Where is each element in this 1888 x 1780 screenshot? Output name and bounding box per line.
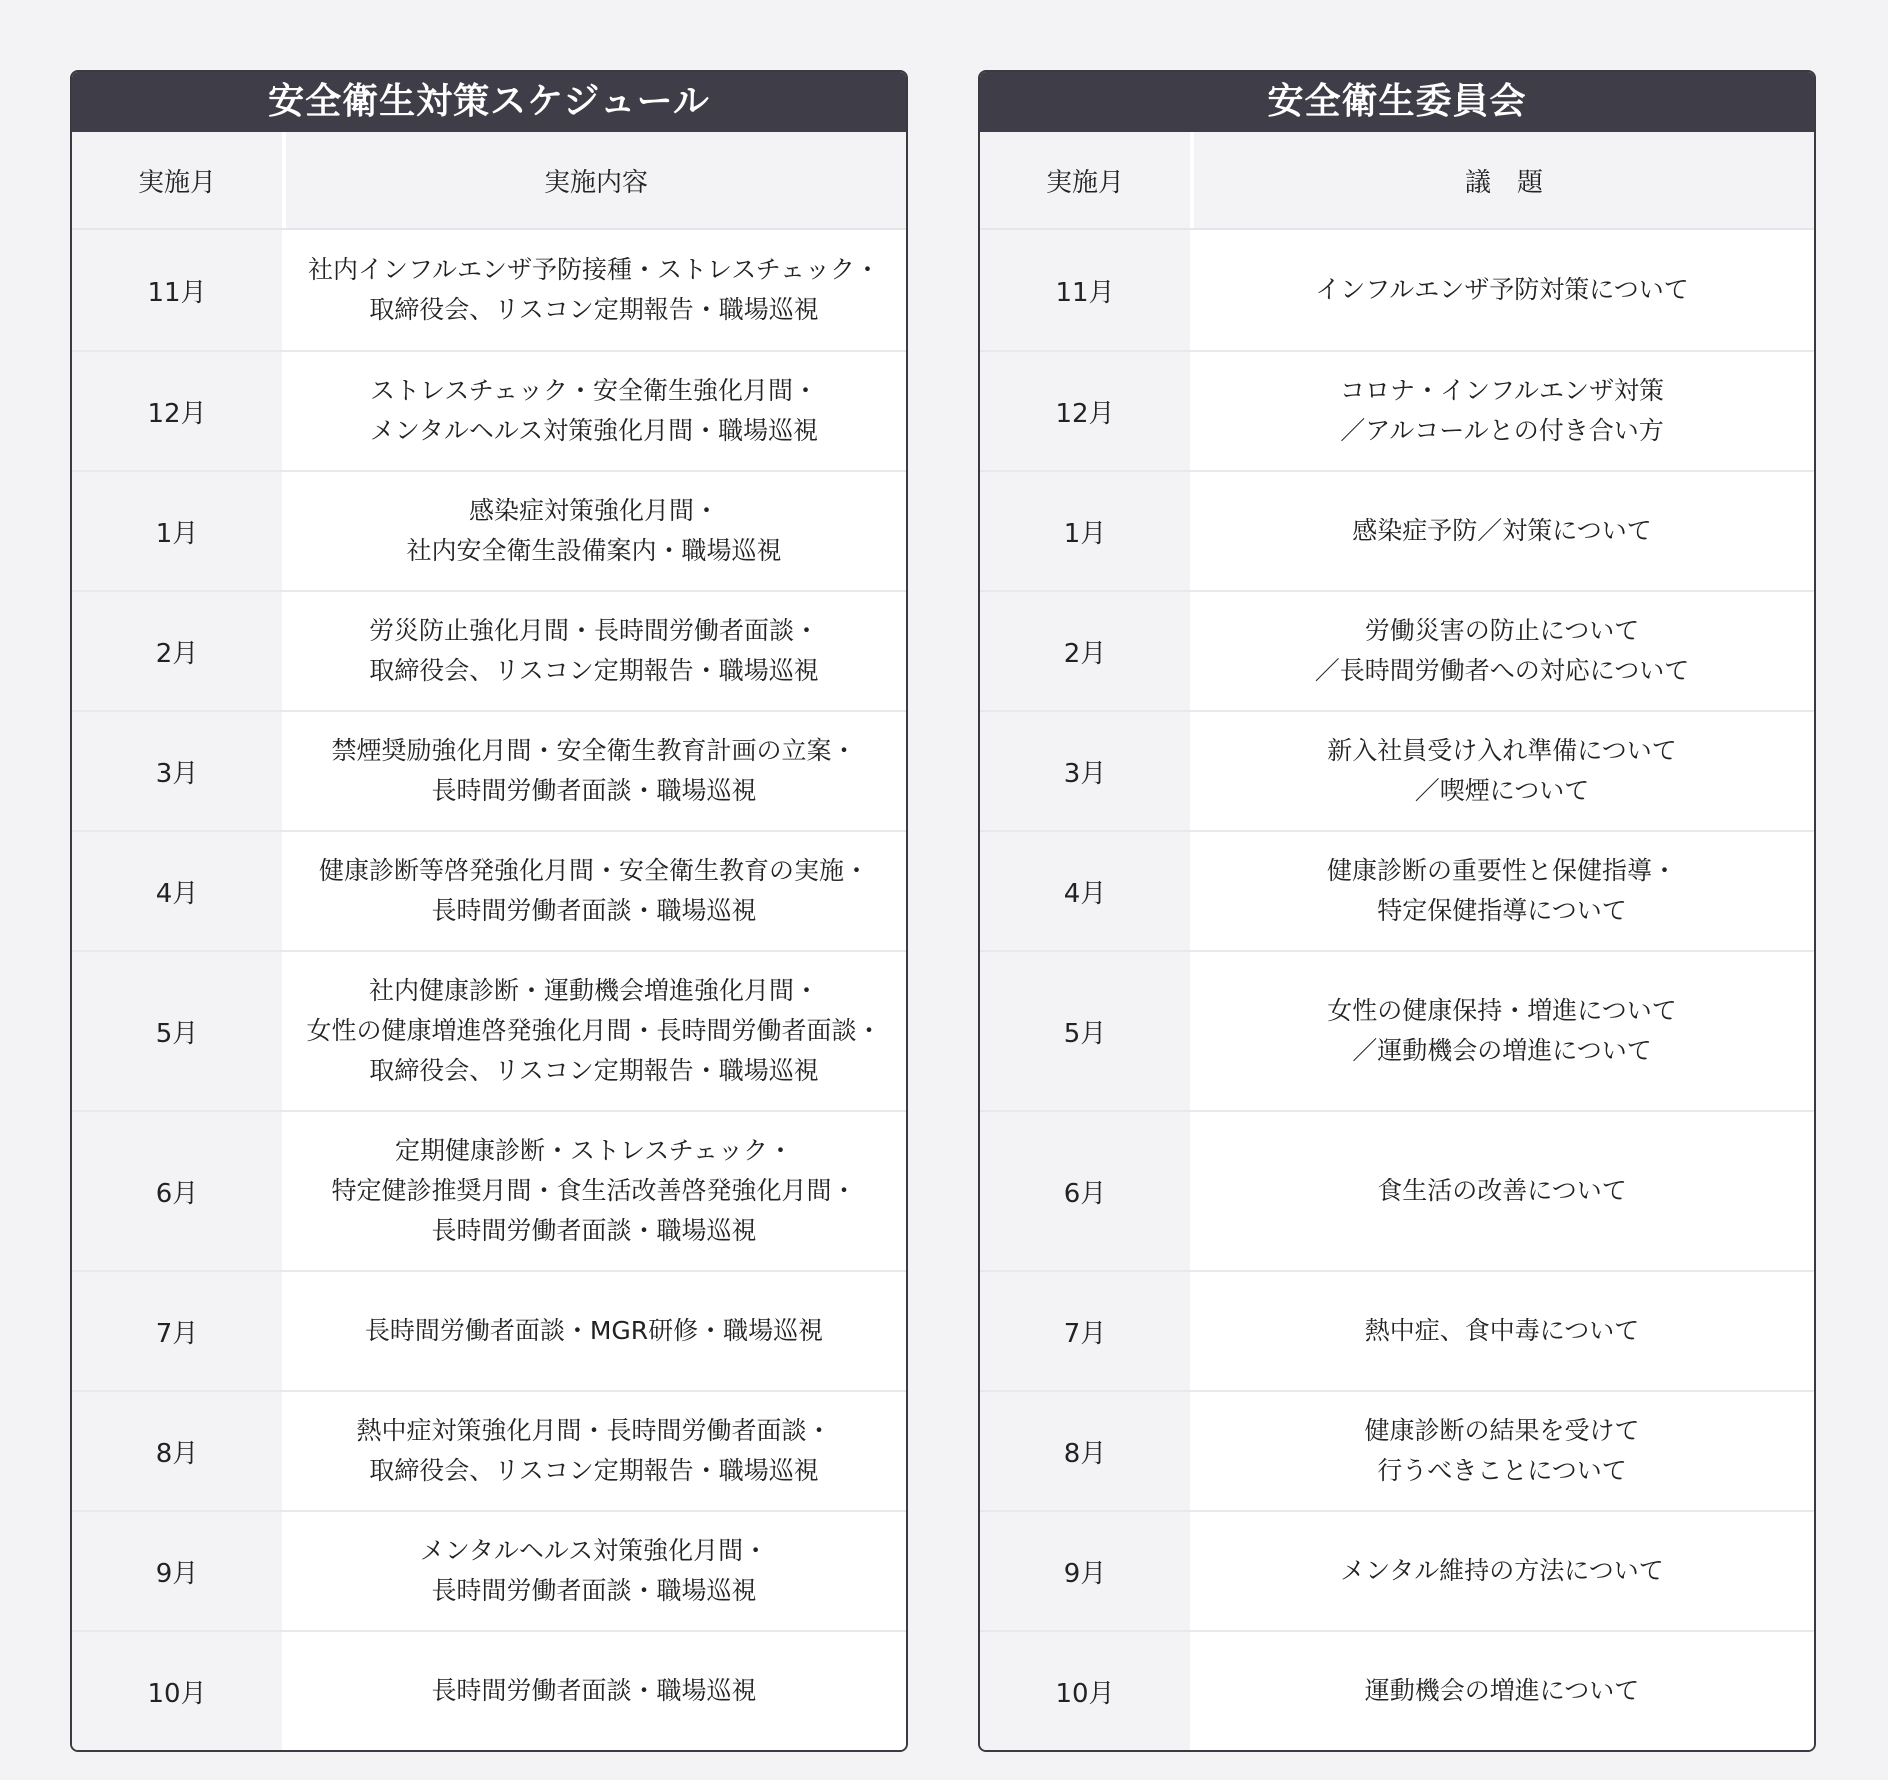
- schedule-panel: [70, 70, 908, 1752]
- table-row: [72, 830, 906, 950]
- month-cell: 3月: [72, 712, 282, 830]
- month-cell: 11月: [980, 230, 1190, 350]
- table-row: [980, 830, 1814, 950]
- agenda-cell: 労働災害の防止について ／長時間労働者への対応について: [1190, 592, 1814, 710]
- schedule-title: 安全衛生対策スケジュール: [72, 72, 906, 132]
- month-cell: 8月: [72, 1392, 282, 1510]
- table-row: [980, 1270, 1814, 1390]
- schedule-rows: [72, 230, 906, 1750]
- table-row: [980, 1110, 1814, 1270]
- committee-col-agenda: 議 題: [1194, 132, 1814, 228]
- table-row: [980, 1510, 1814, 1630]
- content-cell: 社内健康診断・運動機会増進強化月間・ 女性の健康増進啓発強化月間・長時間労働者面談・ 取締役会、リスコン定期報告・職場巡視: [282, 952, 906, 1110]
- table-row: [980, 470, 1814, 590]
- table-row: [980, 950, 1814, 1110]
- content-cell: 社内インフルエンザ予防接種・ストレスチェック・ 取締役会、リスコン定期報告・職場巡視: [282, 230, 906, 350]
- schedule-col-month: 実施月: [72, 132, 282, 228]
- month-cell: 1月: [980, 472, 1190, 590]
- content-cell: 労災防止強化月間・長時間労働者面談・ 取締役会、リスコン定期報告・職場巡視: [282, 592, 906, 710]
- table-row: [980, 230, 1814, 350]
- content-cell: 禁煙奨励強化月間・安全衛生教育計画の立案・ 長時間労働者面談・職場巡視: [282, 712, 906, 830]
- content-cell: 健康診断等啓発強化月間・安全衛生教育の実施・ 長時間労働者面談・職場巡視: [282, 832, 906, 950]
- table-row: [980, 350, 1814, 470]
- month-cell: 4月: [72, 832, 282, 950]
- table-row: [980, 590, 1814, 710]
- month-cell: 6月: [72, 1112, 282, 1270]
- table-row: [72, 1110, 906, 1270]
- month-cell: 2月: [72, 592, 282, 710]
- month-cell: 5月: [72, 952, 282, 1110]
- month-cell: 4月: [980, 832, 1190, 950]
- content-cell: 感染症対策強化月間・ 社内安全衛生設備案内・職場巡視: [282, 472, 906, 590]
- agenda-cell: 健康診断の結果を受けて 行うべきことについて: [1190, 1392, 1814, 1510]
- table-row: [72, 710, 906, 830]
- committee-col-month: 実施月: [980, 132, 1190, 228]
- agenda-cell: 女性の健康保持・増進について ／運動機会の増進について: [1190, 952, 1814, 1110]
- month-cell: 9月: [980, 1512, 1190, 1630]
- table-row: [72, 1390, 906, 1510]
- content-cell: 定期健康診断・ストレスチェック・ 特定健診推奨月間・食生活改善啓発強化月間・ 長時間労働者面談・職場巡視: [282, 1112, 906, 1270]
- month-cell: 9月: [72, 1512, 282, 1630]
- month-cell: 7月: [980, 1272, 1190, 1390]
- agenda-cell: 運動機会の増進について: [1190, 1632, 1814, 1750]
- month-cell: 10月: [980, 1632, 1190, 1750]
- month-cell: 12月: [980, 352, 1190, 470]
- agenda-cell: 健康診断の重要性と保健指導・ 特定保健指導について: [1190, 832, 1814, 950]
- agenda-cell: インフルエンザ予防対策について: [1190, 230, 1814, 350]
- committee-rows: [980, 230, 1814, 1750]
- table-row: [72, 470, 906, 590]
- agenda-cell: 食生活の改善について: [1190, 1112, 1814, 1270]
- table-row: [980, 710, 1814, 830]
- month-cell: 8月: [980, 1392, 1190, 1510]
- table-row: [72, 1510, 906, 1630]
- month-cell: 2月: [980, 592, 1190, 710]
- month-cell: 6月: [980, 1112, 1190, 1270]
- schedule-header-row: [72, 132, 906, 230]
- content-cell: メンタルヘルス対策強化月間・ 長時間労働者面談・職場巡視: [282, 1512, 906, 1630]
- month-cell: 12月: [72, 352, 282, 470]
- content-cell: 熱中症対策強化月間・長時間労働者面談・ 取締役会、リスコン定期報告・職場巡視: [282, 1392, 906, 1510]
- table-row: [980, 1630, 1814, 1750]
- month-cell: 5月: [980, 952, 1190, 1110]
- agenda-cell: コロナ・インフルエンザ対策 ／アルコールとの付き合い方: [1190, 352, 1814, 470]
- content-cell: 長時間労働者面談・職場巡視: [282, 1632, 906, 1750]
- content-cell: ストレスチェック・安全衛生強化月間・ メンタルヘルス対策強化月間・職場巡視: [282, 352, 906, 470]
- table-row: [72, 1630, 906, 1750]
- committee-title: 安全衛生委員会: [980, 72, 1814, 132]
- month-cell: 1月: [72, 472, 282, 590]
- table-row: [72, 230, 906, 350]
- committee-panel: [978, 70, 1816, 1752]
- schedule-col-content: 実施内容: [286, 132, 906, 228]
- agenda-cell: 新入社員受け入れ準備について ／喫煙について: [1190, 712, 1814, 830]
- month-cell: 10月: [72, 1632, 282, 1750]
- table-row: [72, 1270, 906, 1390]
- table-row: [72, 950, 906, 1110]
- agenda-cell: メンタル維持の方法について: [1190, 1512, 1814, 1630]
- agenda-cell: 熱中症、食中毒について: [1190, 1272, 1814, 1390]
- table-row: [72, 590, 906, 710]
- agenda-cell: 感染症予防／対策について: [1190, 472, 1814, 590]
- month-cell: 3月: [980, 712, 1190, 830]
- content-cell: 長時間労働者面談・MGR研修・職場巡視: [282, 1272, 906, 1390]
- table-row: [980, 1390, 1814, 1510]
- committee-header-row: [980, 132, 1814, 230]
- table-row: [72, 350, 906, 470]
- month-cell: 7月: [72, 1272, 282, 1390]
- month-cell: 11月: [72, 230, 282, 350]
